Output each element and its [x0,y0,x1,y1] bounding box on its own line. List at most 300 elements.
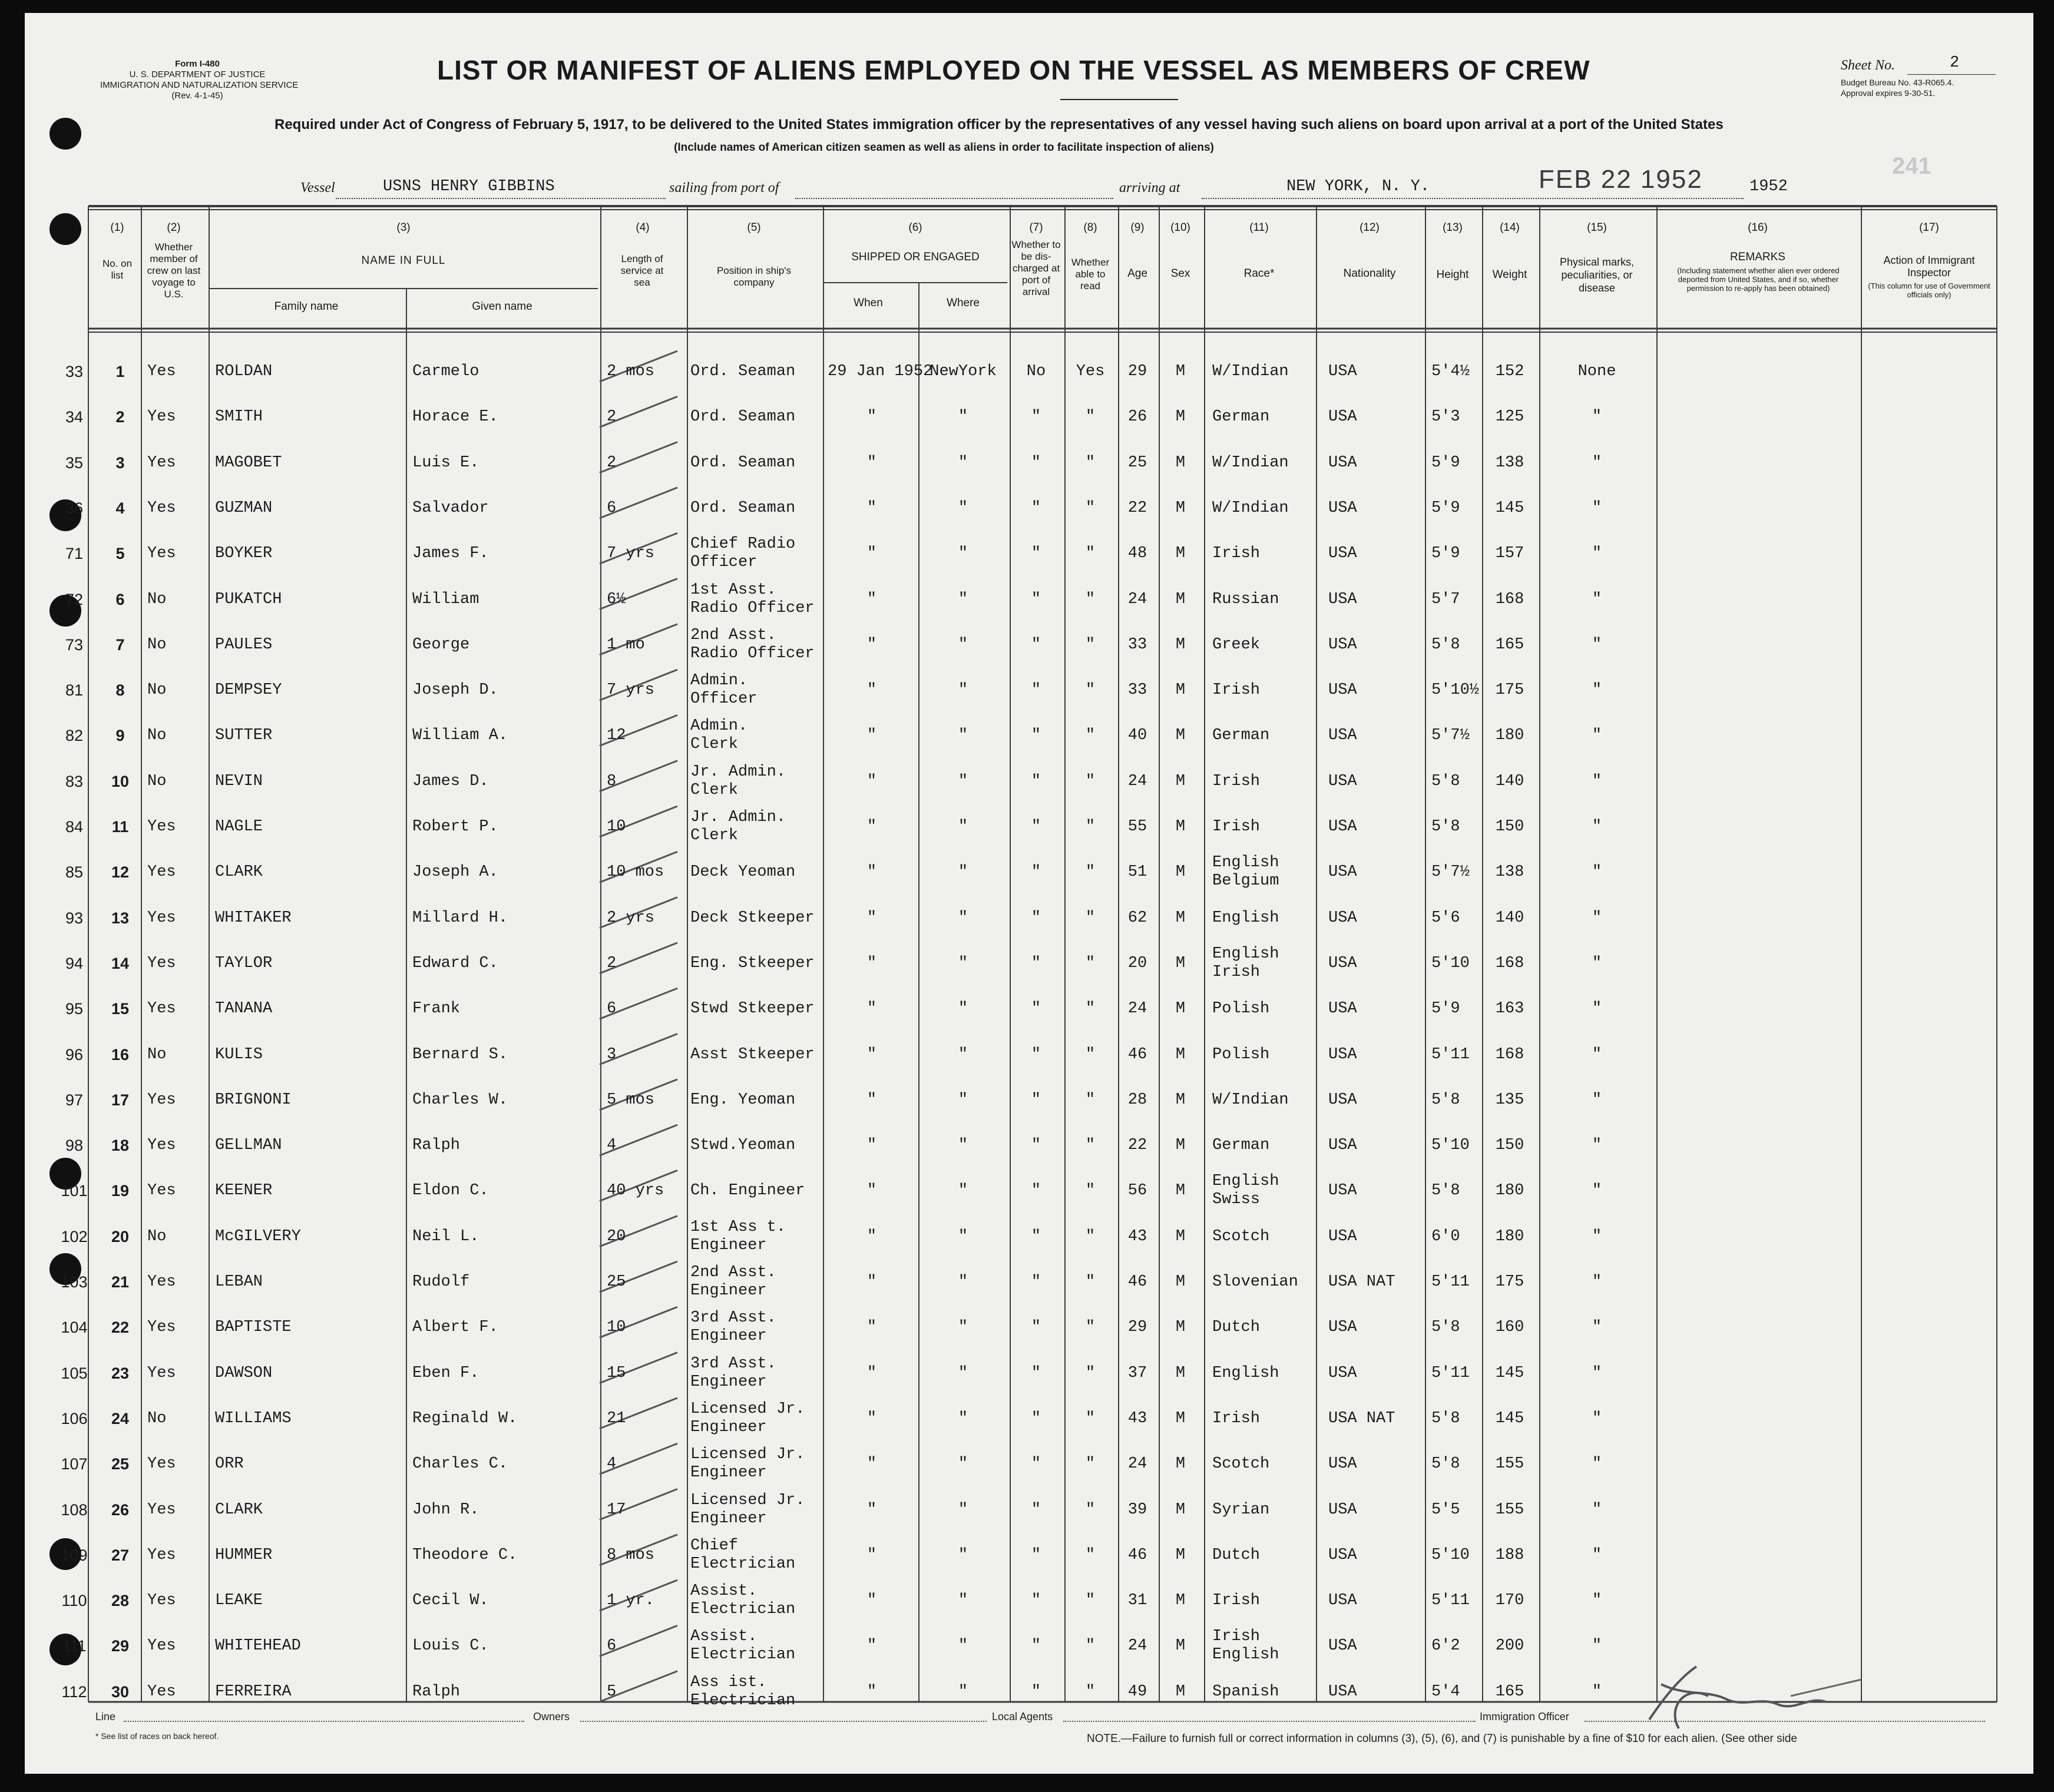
cell-height: 5'7 [1431,590,1460,608]
cell-read: " [1085,408,1096,426]
cell-service: 6 [607,1000,617,1018]
cell-read: " [1085,727,1096,745]
cell-given: Ralph [412,1137,461,1155]
cell-nat: USA NAT [1328,1273,1395,1291]
cell-sex: M [1175,1000,1186,1018]
cell-where: " [958,1000,968,1018]
cell-height: 5'8 [1431,1182,1460,1200]
cell-race: English [1212,854,1279,872]
cell-position-line2: Clerk [690,781,739,799]
manifest-line-number: 73 [65,635,84,654]
cell-disch: " [1031,499,1041,517]
cell-where: " [958,909,968,927]
header-c16: REMARKS [1730,251,1785,263]
cell-no: 2 [115,408,125,426]
cell-race: German [1212,1137,1270,1155]
cell-age: 24 [1127,1455,1147,1473]
cell-nat: USA [1328,1045,1357,1064]
cell-family: HUMMER [215,1546,273,1564]
cell-where: " [958,772,968,790]
cell-position: Assist. [690,1628,758,1646]
cell-race: Polish [1212,1045,1270,1064]
cell-marks: " [1592,909,1602,927]
cell-nat: USA [1328,453,1357,472]
arriving-label: arriving at [1119,180,1180,196]
sheet-label: Sheet No. [1841,58,1895,73]
cell-age: 46 [1127,1273,1147,1291]
form-number: Form I-480 [175,59,220,69]
cell-family: WILLIAMS [215,1409,292,1427]
cell-last: Yes [147,1455,176,1473]
cell-no: 16 [111,1045,130,1064]
cell-height: 5'8 [1431,1409,1460,1427]
cell-sex: M [1175,1592,1186,1610]
cell-family: PAULES [215,635,273,654]
cell-where: " [958,1273,968,1291]
cell-weight: 145 [1495,499,1524,517]
cell-given: Cecil W. [412,1592,489,1610]
cell-sex: M [1175,1045,1186,1064]
cell-given: Salvador [412,499,489,517]
cell-weight: 175 [1495,681,1524,700]
cell-where: " [958,545,968,563]
cell-race: W/Indian [1212,363,1289,380]
cell-position: Eng. Stkeeper [690,954,815,972]
cell-when: " [866,1364,877,1382]
cell-last: Yes [147,954,176,972]
cell-last: Yes [147,499,176,517]
cell-family: BRIGNONI [215,1091,292,1109]
cell-height: 5'7½ [1431,863,1470,882]
cell-sex: M [1175,727,1186,745]
header-c3-num: (3) [396,221,411,234]
cell-last: Yes [147,909,176,927]
cell-position: 2nd Asst. [690,626,776,644]
cell-given: Robert P. [412,818,498,836]
cell-race: W/Indian [1212,499,1289,517]
cell-nat: USA [1328,363,1357,380]
cell-read: " [1085,635,1096,654]
cell-no: 5 [115,545,125,563]
cell-service: 5 [607,1682,617,1701]
cell-where: " [958,681,968,700]
approval-expires: Approval expires 9-30-51. [1841,88,1936,98]
cell-no: 8 [115,681,125,700]
header-c8-num: (8) [1083,221,1097,234]
cell-given: Horace E. [412,408,498,426]
cell-weight: 175 [1495,1273,1524,1291]
cell-weight: 200 [1495,1637,1524,1655]
cell-when: " [866,1592,877,1610]
cell-given: Carmelo [412,363,479,380]
cell-height: 5'8 [1431,772,1460,790]
cell-where: " [958,1091,968,1109]
cell-sex: M [1175,1137,1186,1155]
cell-position: Ord. Seaman [690,363,796,380]
cell-service: 40 yrs [607,1182,664,1200]
header-c13-num: (13) [1443,221,1463,234]
manifest-line-number: 108 [61,1500,88,1519]
cell-where: NewYork [930,363,997,380]
cell-given: Joseph A. [412,863,498,882]
cell-given: James D. [412,772,489,790]
header-c15: Physical marks, peculiarities, or disease [1559,256,1635,294]
cell-weight: 188 [1495,1546,1524,1564]
cell-height: 5'8 [1431,1319,1460,1337]
cell-weight: 180 [1495,1227,1524,1246]
cell-last: Yes [147,453,176,472]
cell-when: " [866,954,877,972]
cell-sex: M [1175,1182,1186,1200]
cell-race: German [1212,727,1270,745]
cell-given: George [412,635,470,654]
cell-family: LEBAN [215,1273,263,1291]
cell-service: 10 [607,1319,626,1337]
cell-position-line2: Clerk [690,827,739,844]
cell-race-line2: Irish [1212,963,1261,981]
cell-family: DEMPSEY [215,681,282,700]
cell-weight: 138 [1495,863,1524,882]
cell-no: 1 [115,363,125,380]
cell-marks: " [1592,863,1602,882]
cell-position-line2: Engineer [690,1327,767,1346]
cell-nat: USA [1328,1637,1357,1655]
cell-read: " [1085,1045,1096,1064]
cell-position-line2: Electrician [690,1646,796,1664]
cell-nat: USA [1328,1682,1357,1701]
cell-position: Ord. Seaman [690,408,796,426]
cell-no: 29 [111,1637,130,1655]
cell-family: TANANA [215,1000,273,1018]
header-c3: NAME IN FULL [361,254,446,267]
cell-family: ORR [215,1455,244,1473]
manifest-line-number: 107 [61,1455,88,1473]
cell-position-line2: Clerk [690,736,739,754]
cell-weight: 160 [1495,1319,1524,1337]
cell-service: 10 [607,818,626,836]
cell-given: Louis C. [412,1637,489,1655]
cell-weight: 150 [1495,818,1524,836]
manifest-line-number: 84 [65,818,84,836]
cell-read: " [1085,1182,1096,1200]
cell-sex: M [1175,499,1186,517]
cell-service: 12 [607,727,626,745]
cell-position-line2: Radio Officer [690,599,815,617]
cell-when: " [866,1182,877,1200]
arriving-port: NEW YORK, N. Y. [1286,178,1430,196]
cell-last: Yes [147,545,176,563]
cell-when: " [866,1273,877,1291]
cell-family: ROLDAN [215,363,273,380]
manifest-line-number: 111 [62,1637,87,1655]
cell-position: Ch. Engineer [690,1182,805,1200]
manifest-line-number: 85 [65,863,84,882]
cell-read: " [1085,545,1096,563]
cell-marks: " [1592,954,1602,972]
cell-position: 1st Asst. [690,581,776,599]
header-c4: Length of service at sea [620,253,664,288]
cell-disch: " [1031,1091,1041,1109]
cell-race: English [1212,945,1279,963]
cell-service: 6 [607,1637,617,1655]
cell-read: " [1085,1455,1096,1473]
cell-service: 7 yrs [607,681,655,700]
cell-given: Millard H. [412,909,508,927]
cell-family: SMITH [215,408,263,426]
date-stamp: FEB 22 1952 [1539,165,1703,194]
manifest-line-number: 35 [65,453,84,472]
cell-weight: 152 [1495,363,1524,380]
manifest-line-number: 106 [61,1409,88,1427]
cell-height: 5'9 [1431,545,1460,563]
cell-marks: " [1592,772,1602,790]
cell-height: 5'11 [1431,1045,1470,1064]
cell-age: 24 [1127,1637,1147,1655]
cell-no: 4 [115,499,125,517]
cell-read: " [1085,1409,1096,1427]
cell-disch: " [1031,1637,1041,1655]
cell-service: 25 [607,1273,626,1291]
cell-marks: " [1592,1546,1602,1564]
cell-nat: USA [1328,1364,1357,1382]
cell-disch: " [1031,1273,1041,1291]
cell-no: 28 [111,1592,130,1610]
cell-family: DAWSON [215,1364,273,1382]
cell-race: English [1212,1364,1279,1382]
cell-when: " [866,1455,877,1473]
cell-read: " [1085,590,1096,608]
cell-disch: " [1031,954,1041,972]
cell-position-line2: Officer [690,554,758,572]
cell-race-line2: Swiss [1212,1191,1261,1209]
cell-service: 2 [607,453,617,472]
cell-nat: USA [1328,590,1357,608]
cell-disch: " [1031,1182,1041,1200]
cell-where: " [958,1682,968,1701]
cell-where: " [958,727,968,745]
cell-disch: " [1031,1137,1041,1155]
cell-age: 24 [1127,772,1147,790]
cell-family: CLARK [215,1500,263,1519]
cell-race: English [1212,1172,1279,1191]
cell-given: John R. [412,1500,479,1519]
footer-owners-label: Owners [533,1711,570,1723]
cell-last: Yes [147,1273,176,1291]
cell-given: Edward C. [412,954,498,972]
cell-race: W/Indian [1212,1091,1289,1109]
cell-when: " [866,1137,877,1155]
cell-no: 30 [111,1682,130,1701]
cell-position: Licensed Jr. [690,1491,805,1509]
cell-last: Yes [147,1637,176,1655]
cell-height: 6'2 [1431,1637,1460,1655]
header-c14: Weight [1492,269,1527,281]
cell-family: BAPTISTE [215,1319,292,1337]
cell-given: Theodore C. [412,1546,518,1564]
cell-family: KULIS [215,1045,263,1064]
cell-read: " [1085,453,1096,472]
cell-position: Deck Yeoman [690,863,796,882]
cell-marks: " [1592,590,1602,608]
cell-position: Stwd Stkeeper [690,1000,815,1018]
cell-no: 15 [111,1000,130,1018]
header-c8: Whether able to read [1071,257,1110,292]
cell-marks: " [1592,545,1602,563]
cell-nat: USA [1328,1455,1357,1473]
cell-sex: M [1175,1364,1186,1382]
cell-age: 48 [1127,545,1147,563]
cell-no: 13 [111,909,130,927]
sailing-label: sailing from port of [669,180,779,196]
cell-where: " [958,1045,968,1064]
cell-nat: USA [1328,545,1357,563]
cell-marks: " [1592,1500,1602,1519]
cell-given: Frank [412,1000,461,1018]
cell-height: 5'8 [1431,1091,1460,1109]
cell-weight: 157 [1495,545,1524,563]
cell-nat: USA [1328,863,1357,882]
cell-service: 15 [607,1364,626,1382]
cell-given: William A. [412,727,508,745]
cell-position: Jr. Admin. [690,809,786,826]
manifest-line-number: 83 [65,772,84,790]
cell-weight: 170 [1495,1592,1524,1610]
cell-no: 11 [111,818,129,836]
cell-weight: 125 [1495,408,1524,426]
cell-last: Yes [147,1682,176,1701]
cell-no: 7 [115,635,125,654]
manifest-line-number: 112 [61,1682,87,1701]
cell-family: LEAKE [215,1592,263,1610]
cell-age: 28 [1127,1091,1147,1109]
header-c2-num: (2) [167,221,181,234]
cell-service: 6 [607,499,617,517]
header-c12-num: (12) [1360,221,1380,234]
cell-when: " [866,681,877,700]
header-c5-num: (5) [747,221,761,234]
cell-when: " [866,1091,877,1109]
cell-read: " [1085,1137,1096,1155]
cell-read: " [1085,863,1096,882]
cell-when: " [866,1682,877,1701]
manifest-line-number: 102 [61,1227,88,1246]
cell-age: 24 [1127,590,1147,608]
cell-height: 6'0 [1431,1227,1460,1246]
header-c7-num: (7) [1029,221,1043,234]
cell-service: 2 yrs [607,909,655,927]
cell-height: 5'11 [1431,1273,1470,1291]
cell-service: 1 yr. [607,1592,655,1610]
cell-height: 5'8 [1431,635,1460,654]
cell-marks: " [1592,1182,1602,1200]
cell-disch: " [1031,1455,1041,1473]
cell-height: 5'10 [1431,1137,1470,1155]
header-c15-num: (15) [1587,221,1607,234]
manifest-line-number: 36 [65,499,84,517]
cell-when: " [866,818,877,836]
cell-disch: No [1026,363,1046,380]
cell-sex: M [1175,681,1186,700]
cell-age: 22 [1127,499,1147,517]
form-dept: U. S. DEPARTMENT OF JUSTICE [129,69,266,80]
header-given-name: Given name [472,300,532,313]
cell-family: FERREIRA [215,1682,292,1701]
cell-read: " [1085,1091,1096,1109]
cell-when: " [866,590,877,608]
cell-race: Spanish [1212,1682,1279,1701]
cell-race: Syrian [1212,1500,1270,1519]
cell-read: " [1085,1000,1096,1018]
cell-read: " [1085,499,1096,517]
cell-height: 5'4½ [1431,363,1470,380]
cell-sex: M [1175,1273,1186,1291]
cell-height: 5'8 [1431,1455,1460,1473]
cell-service: 4 [607,1137,617,1155]
cell-weight: 155 [1495,1500,1524,1519]
cell-race: Irish [1212,681,1261,700]
cell-family: PUKATCH [215,590,282,608]
cell-position-line2: Engineer [690,1418,767,1436]
cell-read: " [1085,1637,1096,1655]
cell-marks: " [1592,1273,1602,1291]
header-c12: Nationality [1343,267,1396,280]
cell-given: Bernard S. [412,1045,508,1064]
cell-no: 27 [111,1546,130,1564]
cell-height: 5'7½ [1431,727,1470,745]
cell-marks: " [1592,635,1602,654]
cell-no: 25 [111,1455,130,1473]
header-c1: No. on list [102,258,133,281]
cell-nat: USA [1328,954,1357,972]
footer-note: NOTE.—Failure to furnish full or correct information in columns (3), (5), (6), and (7) is punishable by a fine of $10 for each alien. (See other side [1087,1733,1797,1745]
header-c10: Sex [1170,267,1190,280]
cell-age: 55 [1127,818,1147,836]
cell-marks: " [1592,1592,1602,1610]
cell-age: 20 [1127,954,1147,972]
cell-race: Irish [1212,1592,1261,1610]
cell-family: TAYLOR [215,954,273,972]
header-family-name: Family name [274,300,339,313]
cell-read: " [1085,1682,1096,1701]
cell-given: Charles C. [412,1455,508,1473]
cell-service: 20 [607,1227,626,1246]
cell-disch: " [1031,909,1041,927]
cell-family: GELLMAN [215,1137,282,1155]
cell-service: 2 [607,408,617,426]
cell-no: 9 [115,727,125,745]
cell-position-line2: Electrician [690,1555,796,1573]
cell-height: 5'9 [1431,453,1460,472]
cell-disch: " [1031,635,1041,654]
cell-height: 5'11 [1431,1592,1470,1610]
manifest-line-number: 33 [65,363,84,380]
document-subnote: (Include names of American citizen seamen as well as aliens in order to facilitate inspection of aliens) [674,141,1214,154]
cell-disch: " [1031,1045,1041,1064]
cell-sex: M [1175,1455,1186,1473]
cell-nat: USA [1328,1592,1357,1610]
header-c9: Age [1127,267,1147,280]
cell-weight: 165 [1495,1682,1524,1701]
cell-read: " [1085,1500,1096,1519]
cell-nat: USA [1328,1000,1357,1018]
cell-where: " [958,1455,968,1473]
manifest-line-number: 96 [65,1045,84,1064]
cell-disch: " [1031,818,1041,836]
cell-last: Yes [147,1182,176,1200]
cell-weight: 145 [1495,1409,1524,1427]
cell-sex: M [1175,818,1186,836]
cell-disch: " [1031,1546,1041,1564]
